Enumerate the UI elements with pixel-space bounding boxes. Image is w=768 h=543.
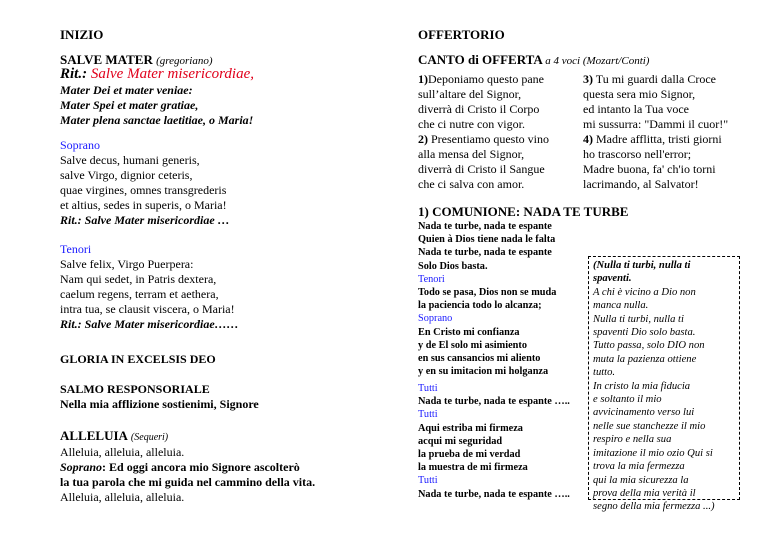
salve-line: Mater plena sanctae laetitiae, o Maria! [60,113,254,127]
canto-title-row [418,52,649,70]
tenori-line: Nam qui sedet, in Patris dextera, [60,272,217,286]
salve-lines [60,83,253,128]
voice-label-tutti: Tutti [418,383,438,394]
translation-line: muta la pazienza ottiene [593,353,697,365]
lyric-line: Todo se pasa, Dios non se muda [418,287,557,299]
verse-line: Deponiamo questo pane [428,72,544,86]
voice-label-tutti: Tutti [418,409,438,421]
translation-line: prova della mia verità il [593,487,696,499]
lyric-line: y en su imitacion mi holganza [418,366,549,378]
verse-line: Madre afflitta, tristi giorni [593,132,722,146]
salve-rit-label: Rit.: [60,66,88,82]
salve-title-text: SALVE MATER [60,52,153,67]
translation-line: tutto. [593,367,616,379]
voice-label-tenori: Tenori [418,273,445,285]
canto-note: a 4 voci (Mozart/Conti) [545,55,650,67]
lyric-line: acqui mi seguridad [418,435,503,447]
verse-line: che ci salva con amor. [418,177,525,191]
translation-line: avvicinamento verso lui [593,407,695,419]
verse-line: mi sussurra: "Dammi il cuor!" [583,117,729,131]
gloria-heading: GLORIA IN EXCELSIS DEO [60,352,216,366]
tenori-label: Tenori [60,242,92,256]
translation-line: In cristo la mia fiducia [593,380,691,392]
soprano-rit: Rit.: Salve Mater misericordiae … [60,213,230,227]
verse-number: 3) [583,72,593,86]
lyric-line: en sus cansancios mi aliento [418,353,541,365]
lyric-line: la prueba de mi verdad [418,449,521,461]
alleluia-note: (Sequeri) [130,432,169,443]
verse-line: che ci nutre con vigor. [418,117,525,131]
soprano-line: salve Virgo, dignior ceteris, [60,168,193,182]
voice-label-tutti: Tutti [418,475,438,487]
verse-line: ho trascorso nell'error; [583,147,692,161]
translation-line: manca nulla. [593,300,649,312]
soprano-label: Soprano [60,138,100,152]
translation-line: Tutto passa, solo DIO non [593,340,705,352]
comunione-lyrics [418,220,556,378]
salmo-section [60,382,259,412]
lyric-line: Solo Dios basta. [418,260,488,272]
salve-rit [60,66,254,83]
lyric-line: y de El solo mi asimiento [418,339,527,351]
verse-line: Tu mi guardi dalla Croce [593,72,716,86]
translation-line: segno della mia fermezza ...) [593,501,715,513]
alleluia-section [60,428,315,505]
alleluia-line: Alleluia, alleluia, alleluia. [60,445,185,459]
verse-number: 1) [418,72,428,86]
lyric-line: Quien à Dios tiene nada le falta [418,234,556,246]
soprano-section [60,138,230,228]
translation-line: spaventi Dio solo basta. [593,327,696,339]
verse-line: Madre buona, fa' ch'io torni [583,162,716,176]
alleluia-line-end: Alleluia, alleluia, alleluia. [60,490,185,504]
canto-col1 [418,72,549,192]
translation-line: spaventi. [593,273,632,285]
translation-line: e soltanto il mio [593,394,662,406]
salve-rit-text: Salve Mater misericordiae, [90,66,254,82]
salve-line: Mater Dei et mater veniae: [60,83,193,97]
verse-line: diverrà di Cristo il Sangue [418,162,545,176]
alleluia-soprano-text: : Ed oggi ancora mio Signore ascolterò [102,460,300,474]
alleluia-title: ALLELUIA [60,428,128,443]
lyric-line: Aqui estriba mi firmeza [418,422,523,434]
comunione-heading: 1) COMUNIONE: NADA TE TURBE [418,204,629,219]
verse-number: 4) [583,132,593,146]
soprano-line: et altius, sedes in superis, o Maria! [60,198,227,212]
translation-line: A chi è vicino a Dio non [593,286,696,298]
lyric-line: Nada te turbe, nada te espante ….. [418,488,570,500]
voice-label-soprano: Soprano [418,313,453,325]
canto-title: CANTO di OFFERTA [418,52,543,67]
translation-line: qui la mia sicurezza la [593,474,689,486]
alleluia-title-row [60,428,315,445]
inizio-heading: INIZIO [60,27,104,42]
soprano-line: Salve decus, humani generis, [60,153,200,167]
lyric-line: Nada te turbe, nada te espante [418,247,552,259]
comunione-tutti [418,382,570,501]
salve-note: (gregoriano) [156,55,213,67]
translation-line: Nulla ti turbi, nulla ti [593,313,684,325]
translation-line: trova la mia fermezza [593,461,685,473]
translation-box [588,256,740,513]
tenori-line: Salve felix, Virgo Puerpera: [60,257,194,271]
translation-line: respiro e nella sua [593,434,672,446]
lyric-line: la paciencia todo lo alcanza; [418,300,542,312]
verse-number: 2) [418,132,428,146]
salmo-subtitle: Nella mia afflizione sostienimi, Signore [60,397,259,411]
canto-col2 [583,72,728,192]
alleluia-soprano-text2: la tua parola che mi guida nel cammino della vita. [60,475,316,489]
verse-line: questa sera mio Signor, [583,87,696,101]
lyric-line: la muestra de mi firmeza [418,462,528,474]
tenori-rit: Rit.: Salve Mater misericordiae…… [60,317,239,331]
salmo-title: SALMO RESPONSORIALE [60,382,210,396]
translation-line: nelle sue stanchezze il mio [593,420,706,432]
offertorio-heading: OFFERTORIO [418,27,505,42]
translation-line: imitazione il mio ozio Qui si [593,447,713,459]
verse-line: ed intanto la Tua voce [583,102,689,116]
alleluia-soprano-row [60,460,315,475]
verse-line: sull’altare del Signor, [418,87,522,101]
tenori-line: caelum regens, terram et aethera, [60,287,219,301]
alleluia-soprano-label: Soprano [60,460,103,474]
verse-line: Presentiamo questo vino [428,132,549,146]
tenori-section [60,242,239,332]
verse-line: lacrimando, al Salvator! [583,177,699,191]
soprano-line: quae virgines, omnes transgrederis [60,183,227,197]
lyric-line: Nada te turbe, nada te espante [418,221,552,232]
lyric-line: En Cristo mi confianza [418,326,520,338]
lyric-line: Nada te turbe, nada te espante ….. [418,396,570,408]
verse-line: diverrà di Cristo il Corpo [418,102,540,116]
translation-line: (Nulla ti turbi, nulla ti [593,260,691,271]
tenori-line: intra tua, se clausit viscera, o Maria! [60,302,235,316]
salve-line: Mater Spei et mater gratiae, [60,98,199,112]
verse-line: alla mensa del Signor, [418,147,525,161]
